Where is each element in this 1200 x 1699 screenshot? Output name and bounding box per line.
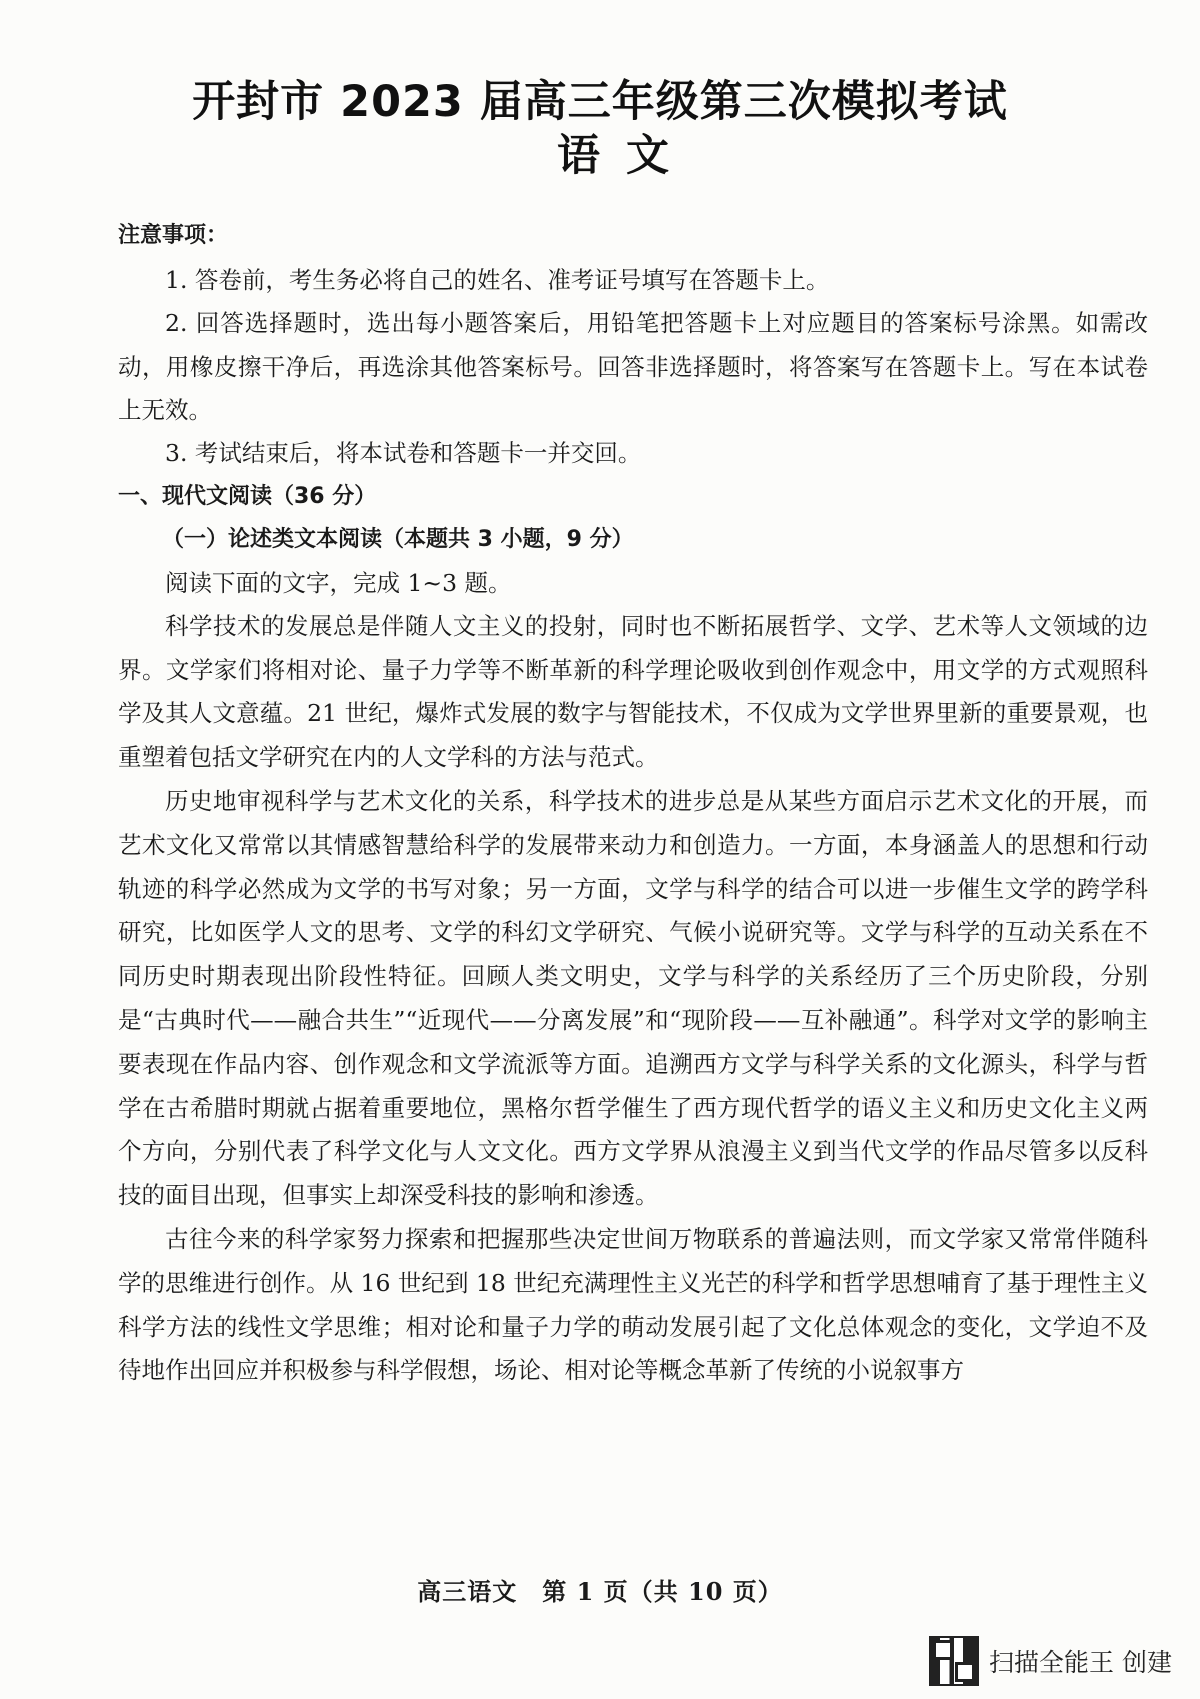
subject-title: 语文 <box>557 131 695 181</box>
subsection-heading: （一）论述类文本阅读（本题共 3 小题，9 分） <box>162 527 634 553</box>
exam-title: 开封市 2023 届高三年级第三次模拟考试 <box>192 77 1008 127</box>
watermark-text: 扫描全能王 创建 <box>989 1648 1172 1677</box>
page-body <box>118 214 1148 1393</box>
notice-heading: 注意事项： <box>118 223 229 248</box>
page-footer: 高三语文 第 1 页（共 10 页） <box>417 1577 783 1606</box>
notice-block <box>118 214 1148 475</box>
reading-instruction: 阅读下面的文字，完成 1~3 题。 <box>165 568 512 597</box>
notice-item-2: 2. 回答选择题时，选出每小题答案后，用铅笔把答题卡上对应题目的答案标号涂黑。如需改动，用橡皮擦干净后，再选涂其他答案标号。回答非选择题时，将答案写在答题卡上。写在本试卷上无效。 <box>118 309 1148 424</box>
section-heading: 一、现代文阅读（36 分） <box>118 484 377 510</box>
scanner-watermark <box>929 1636 1172 1686</box>
passage-paragraph-2: 历史地审视科学与艺术文化的关系，科学技术的进步总是从某些方面启示艺术文化的开展，而艺术文化又常常以其情感智慧给科学的发展带来动力和创造力。一方面，本身涵盖人的思想和行动轨迹的科学必然成为文学的书写对象；另一方面，文学与科学的结合可以进一步催生文学的跨学科研究，比如医学人文的思考、文学的科幻文学研究、气候小说研究等。文学与科学的互动关系在不同历史时期表现出阶段性特征。回顾人类文明史，文学与科学的关系经历了三个历史阶段，分别是“古典时代——融合共生”“近现代——分离发展”和“现阶段——互补融通”。科学对文学的影响主要表现在作品内容、创作观念和文学流派等方面。追溯西方文学与科学关系的文化源头，科学与哲学在古希腊时期就占据着重要地位，黑格尔哲学催生了西方现代哲学的语义主义和历史文化主义两个方向，分别代表了科学文化与人文文化。西方文学界从浪漫主义到当代文学的作品尽管多以反科技的面目出现，但事实上却深受科技的影响和渗透。 <box>118 787 1148 1210</box>
passage-paragraph-3: 古往今来的科学家努力探索和把握那些决定世间万物联系的普遍法则，而文学家又常常伴随科学的思维进行创作。从 16 世纪到 18 世纪充满理性主义光芒的科学和哲学思想哺育了基于理性主义科学方法的线性文学思维；相对论和量子力学的萌动发展引起了文化总体观念的变化，文学迫不及待地作出回应并积极参与科学假想，场论、相对论等概念革新了传统的小说叙事方 <box>118 1224 1148 1385</box>
reading-passage <box>118 605 1148 1393</box>
qr-code-icon <box>929 1636 979 1686</box>
notice-item-1: 1. 答卷前，考生务必将自己的姓名、准考证号填写在答题卡上。 <box>165 266 830 295</box>
passage-paragraph-1: 科学技术的发展总是伴随人文主义的投射，同时也不断拓展哲学、文学、艺术等人文领域的边界。文学家们将相对论、量子力学等不断革新的科学理论吸收到创作观念中，用文学的方式观照科学及其人文意蕴。21 世纪，爆炸式发展的数字与智能技术，不仅成为文学世界里新的重要景观，也重塑着包括文学研究在内的人文学科的方法与范式。 <box>118 611 1148 772</box>
notice-item-3: 3. 考试结束后，将本试卷和答题卡一并交回。 <box>165 439 642 468</box>
